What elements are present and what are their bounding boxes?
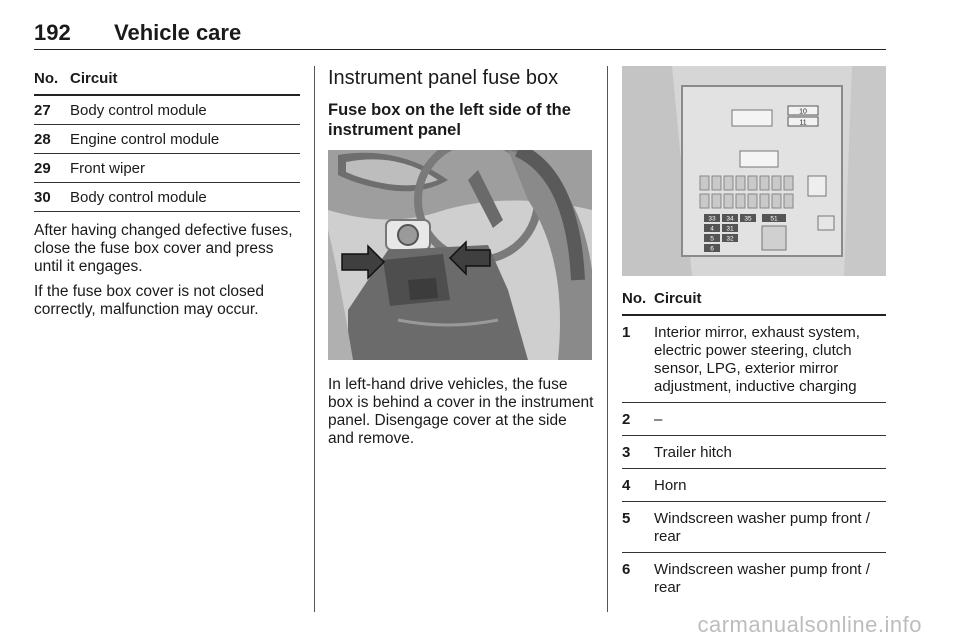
column-header-circuit: Circuit — [70, 70, 118, 87]
page-number: 192 — [34, 20, 71, 45]
fuse-label: 51 — [770, 215, 778, 223]
table-row — [34, 154, 300, 183]
fuse-label: 10 — [799, 108, 807, 116]
fuse-label: 35 — [744, 215, 752, 223]
table-row — [622, 502, 886, 553]
instrument-panel-heading: Instrument panel fuse box — [328, 67, 559, 89]
fuse-label: 11 — [799, 119, 807, 127]
table-row — [34, 96, 300, 125]
fuse-number: 6 — [622, 561, 631, 578]
fuse-label: 33 — [708, 215, 716, 223]
fuse-circuit: Interior mirror, exhaust system, electric power steering, clutch sensor, LPG, exterior mirror adjustment, inductive charging — [654, 324, 860, 395]
column-header-no: No. — [622, 290, 647, 307]
fuse-label: 5 — [710, 235, 714, 243]
fuse-circuit: Body control module — [70, 189, 207, 206]
fuse-box-location-paragraph: In left-hand drive vehicles, the fuse box is behind a cover in the instrument panel. Disengage cover at the side and remove. — [328, 376, 594, 447]
column-header-no: No. — [34, 70, 59, 87]
fuse-table-header — [34, 66, 300, 96]
middle-column — [328, 66, 594, 448]
fuse-label: 32 — [726, 235, 734, 243]
table-row — [34, 183, 300, 212]
fuse-circuit: Body control module — [70, 102, 207, 119]
instruction-paragraph: After having changed defective fuses, close the fuse box cover and press until it engages. — [34, 222, 293, 275]
fuse-label: 31 — [726, 225, 734, 233]
fuse-number: 2 — [622, 411, 631, 428]
fuse-number: 28 — [34, 131, 51, 148]
fuse-circuit: Front wiper — [70, 160, 146, 177]
fuse-number: 1 — [622, 324, 631, 341]
page-header — [34, 14, 886, 50]
fuse-number: 3 — [622, 444, 631, 461]
section-title: Vehicle care — [114, 20, 242, 45]
fuse-circuit: Horn — [654, 477, 687, 494]
table-row — [622, 469, 886, 502]
table-row — [622, 436, 886, 469]
fuse-label: 34 — [726, 215, 734, 223]
fuse-box-subheading: Fuse box on the left side of the instrument panel — [328, 101, 571, 139]
table-row — [34, 125, 300, 154]
fuse-number: 5 — [622, 510, 631, 527]
fuse-number: 27 — [34, 102, 51, 119]
watermark: carmanualsonline.info — [697, 612, 922, 637]
fuse-circuit: Trailer hitch — [654, 444, 732, 461]
fuse-label: 4 — [710, 225, 714, 233]
warning-paragraph: If the fuse box cover is not closed correctly, malfunction may occur. — [34, 283, 265, 318]
fuse-circuit: Windscreen washer pump front / rear — [654, 561, 870, 596]
fuse-table-header — [622, 286, 886, 316]
fuse-circuit: Windscreen washer pump front / rear — [654, 510, 870, 545]
table-row — [622, 553, 886, 603]
fuse-number: 30 — [34, 189, 51, 206]
left-column — [34, 66, 300, 319]
table-row — [622, 316, 886, 403]
fuse-box-diagram — [622, 66, 886, 276]
fuse-label: 6 — [710, 245, 714, 253]
column-divider — [314, 66, 315, 612]
fuse-number: 4 — [622, 477, 631, 494]
dashboard-photo — [328, 150, 592, 360]
fuse-circuit: Engine control module — [70, 131, 220, 148]
fuse-number: 29 — [34, 160, 51, 177]
fuse-circuit: – — [654, 411, 663, 428]
column-header-circuit: Circuit — [654, 290, 702, 307]
right-column — [622, 66, 886, 603]
column-divider — [607, 66, 608, 612]
table-row — [622, 403, 886, 436]
